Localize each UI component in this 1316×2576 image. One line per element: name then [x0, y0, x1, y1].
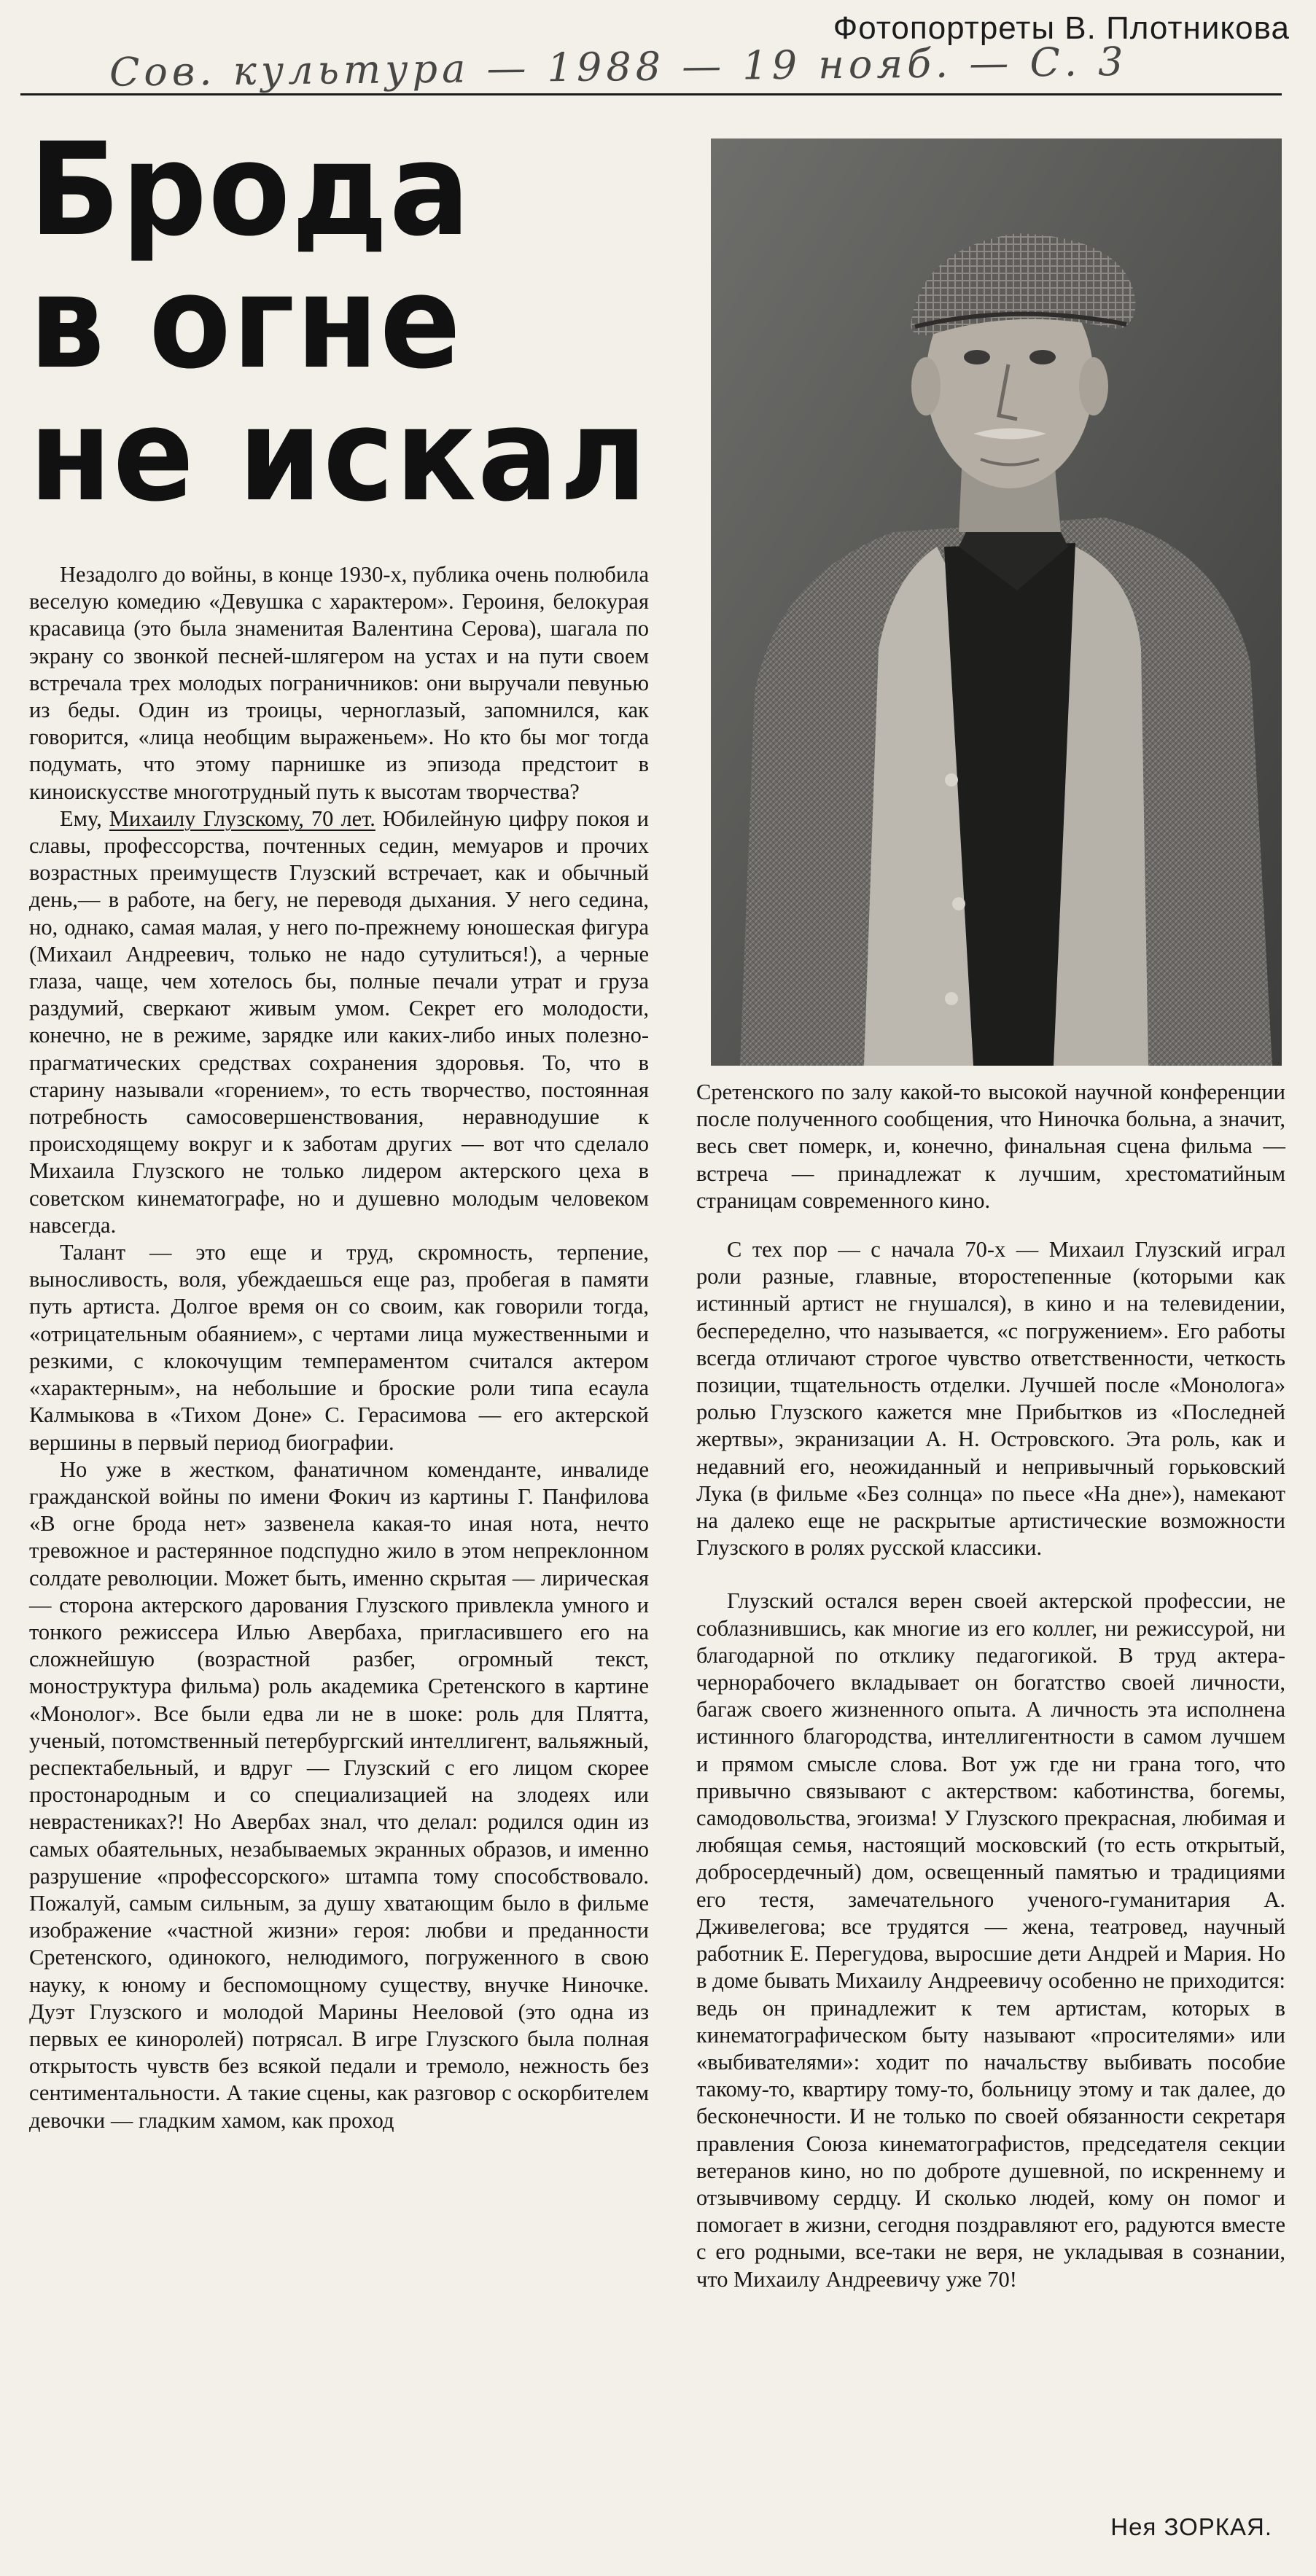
paragraph: Незадолго до войны, в конце 1930-х, публика очень полюбила веселую комедию «Девушка с характером». Героиня, белокурая красавица (это была знаменитая Валентина Серова), шагала по экрану со звонкой песней-шлягером на устах и на пути своем встречала трех молодых пограничников: они выручали певунью из беды. Один из троицы, черноглазый, запомнился, как говорится, «лица необщим выраженьем». Но кто бы мог тогда подумать, что этому парнишке из эпизода предстоит в киноискусстве многотрудный путь к высотам творчества?: [29, 562, 649, 804]
portrait-illustration: [711, 138, 1282, 1066]
top-divider: [20, 93, 1282, 95]
article-headline: [29, 115, 649, 530]
paragraph: Сретенского по залу какой-то высокой научной конференции после полученного сообщения, что Ниночка больна, а значит, весь свет померк, и, конечно, финальная сцена фильма — встреча — принадлежат к лучшим, хрестоматийным страницам современного кино.: [696, 1080, 1285, 1213]
headline-line-3: не искал: [29, 380, 649, 530]
paragraph: Талант — это еще и труд, скромность, терпение, выносливость, воля, убеждаешься еще раз, пробегая в памяти путь артиста. Долгое время он со своим, как говорили тогда, «отрицательным обаянием», с чертами лица мужественными и резкими, с клокочущим темпераментом считался актером «характерным», на небольшие и броские роли типа есаула Калмыкова в «Тихом Доне» С. Герасимова — его актерской вершины в первый период биографии.: [29, 1240, 649, 1455]
handwritten-source-note: Сов. культура — 1988 — 19 нояб. — С. 3: [109, 38, 1128, 95]
portrait-photo-icon: [711, 138, 1282, 1066]
paragraph: С тех пор — с начала 70-х — Михаил Глузский играл роли разные, главные, второстепенные (которыми как истинный артист не гнушался), в кино и на телевидении, беспеределно, что называется, «с погружением». Его работы всегда отличают строгое чувство ответственности, четкость позиции, тщательность отделки. Лучшей после «Монолога» ролью Глузского кажется мне Прибытков из «Последней жертвы», экранизации А. Н. Островского. Эта роль, как и недавний его, неожиданный и непривычный горьковский Лука (в фильме «Без солнца» по пьесе «На дне»), намекают на далеко еще не раскрытые артистические возможности Глузского в ролях русской классики.: [696, 1237, 1285, 1561]
paragraph: Но уже в жестком, фанатичном коменданте, инвалиде гражданской войны по имени Фокич из картины Г. Панфилова «В огне брода нет» зазвенела какая-то иная нота, нечто тревожное и растерянное подспудно жило в этом непреклонном солдате революции. Может быть, именно скрытая — лирическая — сторона актерского дарования Глузского привлекла умного и тонкого режиссера Илью Авербаха, пригласившего его на сложнейшую (возрастной разбег, огромный текст, моноструктура фильма) роль академика Сретенского в картине «Монолог». Все были едва ли не в шоке: роль для Плятта, ученый, потомственный петербургский интеллигент, вальяжный, респектабельный, и вдруг — Глузский с его лицом скорее простонародным и со специализацией на злодеях или неврастениках?! Но Авербах знал, что делал: родился один из самых обаятельных, незабываемых экранных образов, и именно разрушение «профессорского» штампа тому способствовало. Пожалуй, самым сильным, за душу хватающим было в фильме изображение «частной жизни» героя: любви и преданности Сретенского, одинокого, нелюдимого, погруженного в свою науку, к юному и беспомощному существу, внучке Ниночке. Дуэт Глузского и молодой Марины Нееловой (это одна из первых ее киноролей) потрясал. В игре Глузского была полная открытость чувств без всякой педали и тремоло, нежность без сентиментальности. А такие сцены, как разговор с оскорбителем девочки — гладким хамом, как проход: [29, 1456, 649, 2133]
headline-line-2: в огне: [29, 248, 462, 397]
headline-line-1: Брода: [29, 115, 472, 265]
underlined-name: Михаилу Глузскому, 70 лет.: [109, 805, 375, 831]
article-column-left: [29, 561, 649, 2134]
paragraph: Глузский остался верен своей актерской профессии, не соблазнившись, как многие из его коллег, ни режиссурой, ни благодарной по отклику педагогикой. В труд актера-чернорабочего вкладывает он богатство своей личности, багаж своего жизненного опыта. А личность эта исполнена истинного благородства, интеллигентности в самом лучшем и прямом смысле слова. Вот уж где ни грана того, что привычно связывают с актерством: каботинства, богемы, самодовольства, эгоизма! У Глузского прекрасная, любимая и любящая семья, настоящий московский (то есть открытый, добросердечный) дом, освещенный памятью и традициями его тестя, замечательного ученого-гуманитария А. Дживелегова; все трудятся — жена, театровед, научный работник Е. Перегудова, выросшие дети Андрей и Мария. Но в доме бывать Михаилу Андреевичу особенно не приходится: ведь он принадлежит к тем артистам, которых в кинематографическом быту называют «просителями» или «выбивателями»: ходит по начальству выбивать пособие такому-то, квартиру тому-то, больницу этому и так далее, до бесконечности. И не только по своей обязанности секретаря правления Союза кинематографистов, председателя секции ветеранов кино, но по доброте душевной, по искреннему и отзывчивому сердцу. И сколько людей, кому он помог и помогает в жизни, сегодня поздравляют его, радуются вместе с его родными, все-таки не веря, не укладывая в сознании, что Михаилу Андреевичу уже 70!: [696, 1588, 1285, 2292]
paragraph-rest: Юбилейную цифру покоя и славы, профессорства, почтенных седин, мемуаров и прочих возрастных преимуществ Глузский встречает, как и обычный день,— в работе, на бегу, не переводя дыхания. У него седина, но, однако, самая малая, у него по-прежнему юношеская фигура (Михаил Андреевич, только не надо сутулиться!), а черные глаза, чаще, чем хотелось бы, полные печали утрат и груза раздумий, сверкают живым умом. Секрет его молодости, конечно, не в режиме, зарядке или каких-либо иных полезно-прагматических средствах сохранения здоровья. То, что в старину называли «горением», то есть творчество, постоянная потребность самосовершенствования, неравнодушие к происходящему вокруг и к заботам других — вот что сделало Михаила Глузского не только лидером актерского цеха в советском кинематографе, но и душевно молодым человеком навсегда.: [29, 805, 650, 1238]
paragraph: [29, 805, 649, 1239]
series-title: Фотопортреты В. Плотникова: [833, 10, 1290, 46]
author-byline: Нея ЗОРКАЯ.: [1110, 2513, 1272, 2540]
article-column-right: [696, 1079, 1285, 2293]
paragraph-lead: Ему,: [60, 805, 109, 831]
